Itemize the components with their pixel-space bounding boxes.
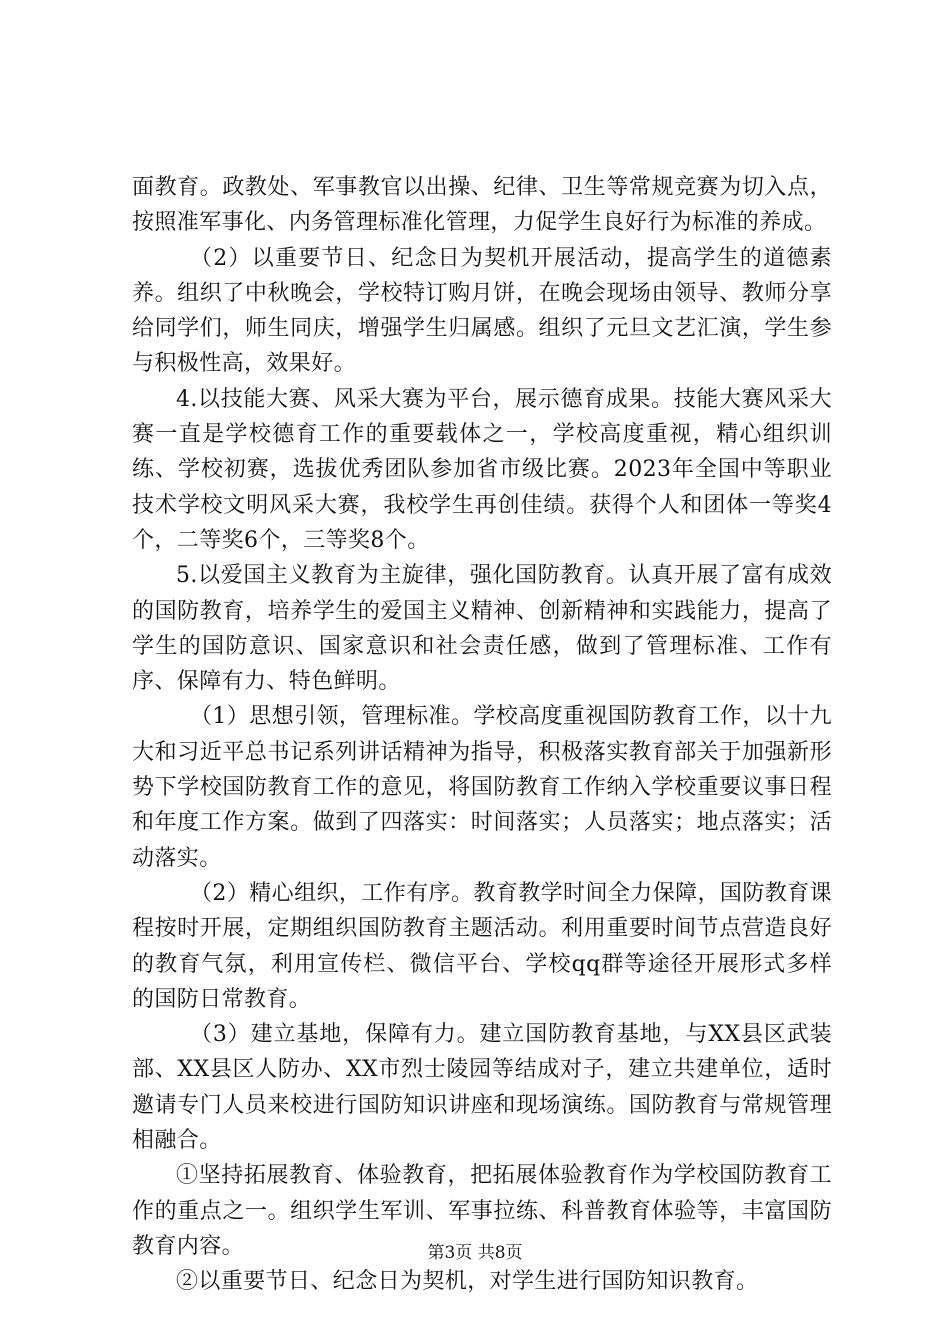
paragraph-expansion-education: ①坚持拓展教育、体验教育，把拓展体验教育作为学校国防教育工作的重点之一。组织学生军训、军事拉练、科普教育体验等，丰富国防教育内容。 <box>132 1163 832 1259</box>
paragraph-festival-activities: （2）以重要节日、纪念日为契机开展活动，提高学生的道德素养。组织了中秋晚会，学校特订购月饼，在晚会现场由领导、教师分享给同学们，师生同庆，增强学生归属感。组织了元旦文艺汇演，学生参与积极性高，效果好。 <box>132 245 832 377</box>
paragraph-ideological-guidance: （1）思想引领，管理标准。学校高度重视国防教育工作，以十九大和习近平总书记系列讲话精神为指导，积极落实教育部关于加强新形势下学校国防教育工作的意见，将国防教育工作纳入学校重要议事日程和年度工作方案。做到了四落实：时间落实；人员落实；地点落实；活动落实。 <box>132 704 832 871</box>
paragraph-festival-defense-knowledge: ②以重要节日、纪念日为契机，对学生进行国防知识教育。 <box>176 1269 759 1295</box>
paragraph-national-defense: 5.以爱国主义教育为主旋律，强化国防教育。认真开展了富有成效的国防教育，培养学生的爱国主义精神、创新精神和实践能力，提高了学生的国防意识、国家意识和社会责任感，做到了管理标准、工作有序、保障有力、特色鲜明。 <box>132 563 832 695</box>
paragraph-skills-competition: 4.以技能大赛、风采大赛为平台，展示德育成果。技能大赛风采大赛一直是学校德育工作的重要载体之一，学校高度重视，精心组织训练、学校初赛，选拔优秀团队参加省市级比赛。2023年全国中等职业技术学校文明风采大赛，我校学生再创佳绩。获得个人和团体一等奖4个，二等奖6个，三等奖8个。 <box>132 386 832 553</box>
paragraph-continued-intro: 面教育。政教处、军事教官以出操、纪律、卫生等常规竞赛为切入点，按照准军事化、内务管理标准化管理，力促学生良好行为标准的养成。 <box>132 175 832 236</box>
paragraph-careful-organization: （2）精心组织，工作有序。教育教学时间全力保障，国防教育课程按时开展，定期组织国防教育主题活动。利用重要时间节点营造良好的教育气氛，利用宣传栏、微信平台、学校qq群等途径开展形式多样的国防日常教育。 <box>132 880 832 1012</box>
page-footer <box>0 1241 950 1265</box>
paragraph-establish-base: （3）建立基地，保障有力。建立国防教育基地，与XX县区武装部、XX县区人防办、XX市烈士陵园等结成对子，建立共建单位，适时邀请专门人员来校进行国防知识讲座和现场演练。国防教育与常规管理相融合。 <box>132 1022 832 1154</box>
page-number: 第3页 共8页 <box>427 1243 523 1263</box>
document-body <box>132 170 832 1300</box>
